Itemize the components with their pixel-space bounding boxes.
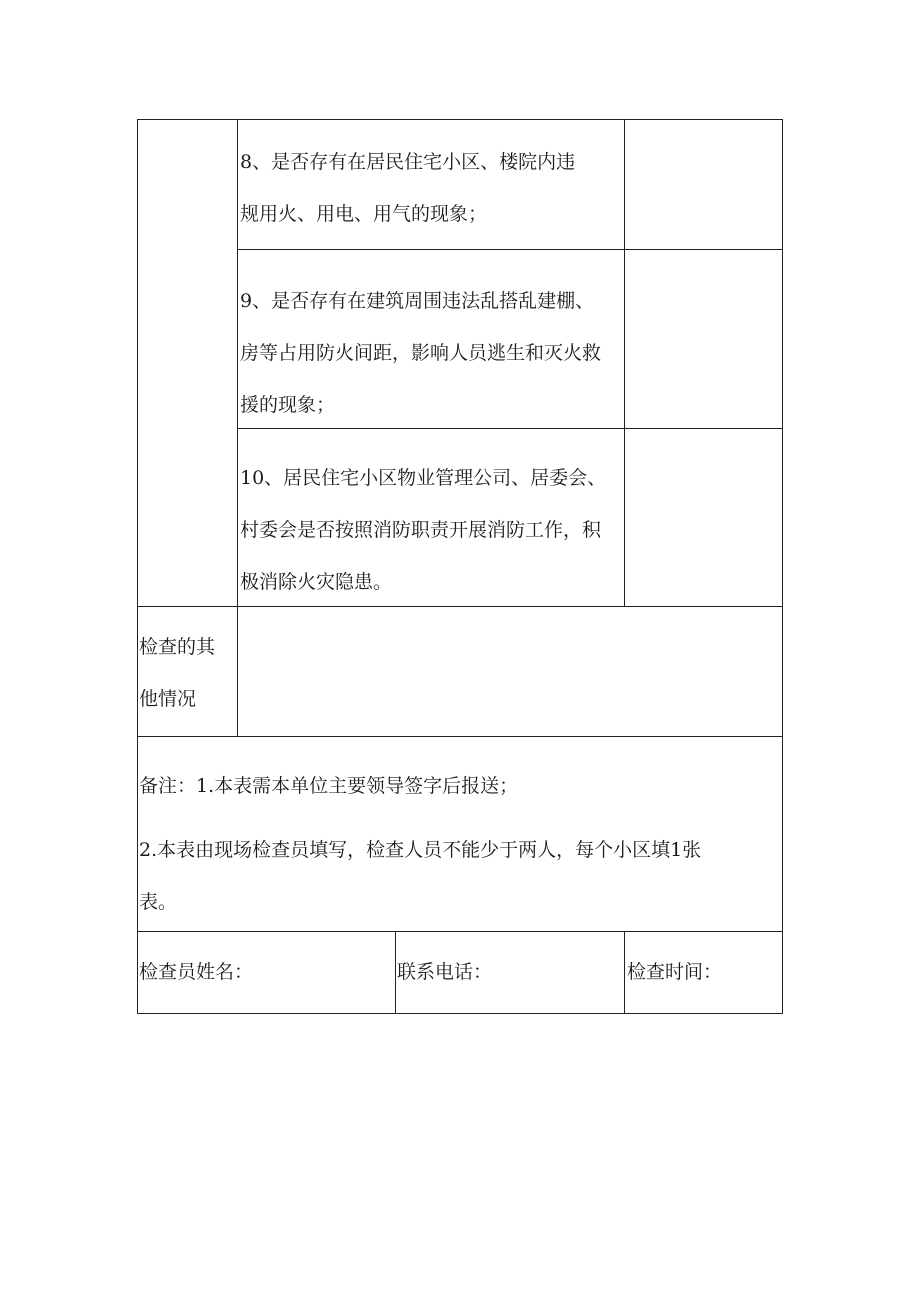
check-item-10-line: 10、居民住宅小区物业管理公司、居委会、 <box>240 467 607 489</box>
check-item-10-line: 村委会是否按照消防职责开展消防工作，积 <box>240 519 602 541</box>
check-item-10-result-cell[interactable] <box>625 429 782 606</box>
other-situation-input[interactable] <box>238 607 782 736</box>
notes-line: 备注：1.本表需本单位主要领导签字后报送； <box>139 775 519 797</box>
other-situation-label-line: 他情况 <box>139 688 197 710</box>
check-item-10 <box>240 452 606 608</box>
check-item-9-line: 房等占用防火间距，影响人员逃生和灭火救 <box>240 342 602 364</box>
notes-line: 2.本表由现场检查员填写，检查人员不能少于两人，每个小区填1张 <box>139 839 702 861</box>
check-item-8 <box>240 136 575 240</box>
check-item-9-result-cell[interactable] <box>625 250 782 428</box>
notes-section <box>139 760 701 928</box>
check-item-8-result-cell[interactable] <box>625 120 782 249</box>
check-item-8-line: 8、是否存有在居民住宅小区、楼院内违 <box>240 151 576 173</box>
check-item-9-line: 援的现象； <box>240 394 336 416</box>
check-item-9-line: 9、是否存有在建筑周围违法乱搭乱建棚、 <box>240 290 595 312</box>
check-item-8-line: 规用火、用电、用气的现象； <box>240 203 488 225</box>
check-item-9 <box>240 275 601 431</box>
notes-line: 表。 <box>139 891 178 913</box>
other-situation-label <box>139 621 215 725</box>
phone-label: 联系电话： <box>397 961 493 983</box>
check-item-10-line: 极消除火灾隐患。 <box>240 571 393 593</box>
inspection-time-label: 检查时间： <box>627 961 723 983</box>
inspector-name-label: 检查员姓名： <box>139 961 254 983</box>
other-situation-label-line: 检查的其 <box>139 636 216 658</box>
